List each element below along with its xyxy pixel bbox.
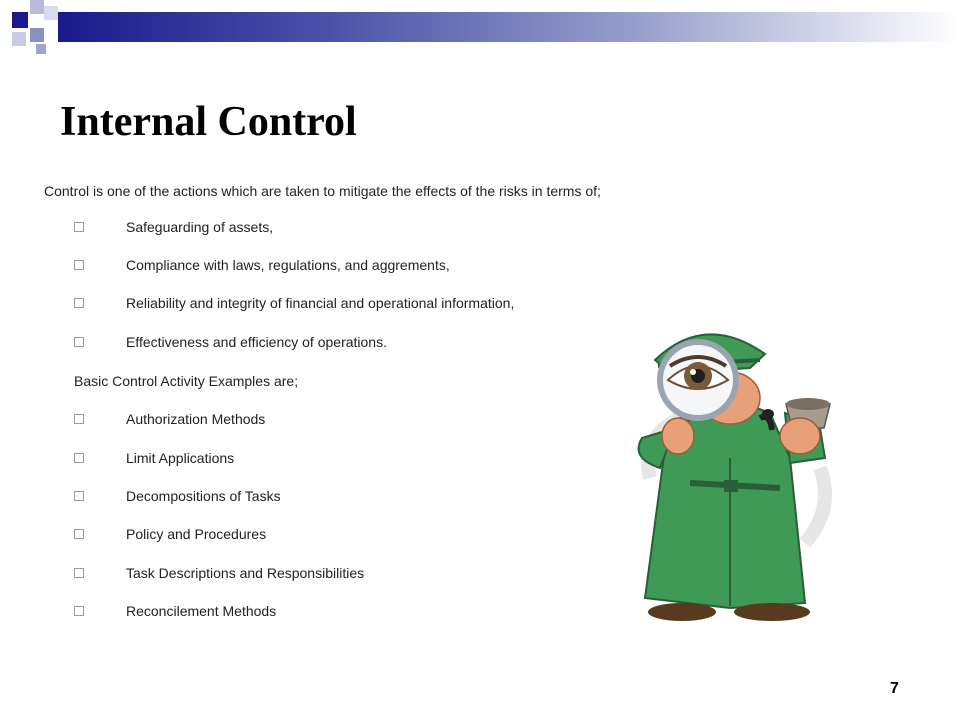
list-item-label: Reliability and integrity of financial and operational information, <box>126 295 515 311</box>
list-item-label: Task Descriptions and Responsibilities <box>126 565 365 581</box>
banner-square-light <box>30 0 44 14</box>
list-item-label: Reconcilement Methods <box>126 603 277 619</box>
banner-gradient-bar <box>58 12 960 42</box>
list-item <box>74 219 273 235</box>
list-item-label: Safeguarding of assets, <box>126 219 274 235</box>
square-bullet-icon <box>74 337 84 347</box>
page-number: 7 <box>890 680 899 697</box>
banner-square-dark <box>12 12 28 28</box>
list-item <box>74 488 281 504</box>
square-bullet-icon <box>74 414 84 424</box>
detective-magnifier-icon <box>620 318 850 630</box>
banner-square-mid <box>36 44 46 54</box>
list-item <box>74 334 387 350</box>
list-item <box>74 603 276 619</box>
examples-heading: Basic Control Activity Examples are; <box>74 373 299 389</box>
square-bullet-icon <box>74 453 84 463</box>
list-item <box>74 526 266 542</box>
square-bullet-icon <box>74 568 84 578</box>
banner-square-mid <box>30 28 44 42</box>
square-bullet-icon <box>74 260 84 270</box>
list-item <box>74 565 364 581</box>
slide-title: Internal Control <box>60 99 357 145</box>
intro-text: Control is one of the actions which are taken to mitigate the effects of the risks in terms of; <box>44 183 601 199</box>
square-bullet-icon <box>74 491 84 501</box>
list-item-label: Authorization Methods <box>126 411 266 427</box>
square-bullet-icon <box>74 222 84 232</box>
header-banner <box>0 0 960 56</box>
list-item-label: Effectiveness and efficiency of operations. <box>126 334 387 350</box>
banner-square-light <box>12 32 26 46</box>
square-bullet-icon <box>74 606 84 616</box>
list-item <box>74 257 450 273</box>
banner-square-light <box>44 6 58 20</box>
list-item <box>74 450 234 466</box>
list-item-label: Policy and Procedures <box>126 526 267 542</box>
list-item <box>74 295 514 311</box>
list-item-label: Decompositions of Tasks <box>126 488 281 504</box>
list-item <box>74 411 265 427</box>
square-bullet-icon <box>74 529 84 539</box>
list-item-label: Limit Applications <box>126 450 235 466</box>
square-bullet-icon <box>74 298 84 308</box>
list-item-label: Compliance with laws, regulations, and aggrements, <box>126 257 450 273</box>
